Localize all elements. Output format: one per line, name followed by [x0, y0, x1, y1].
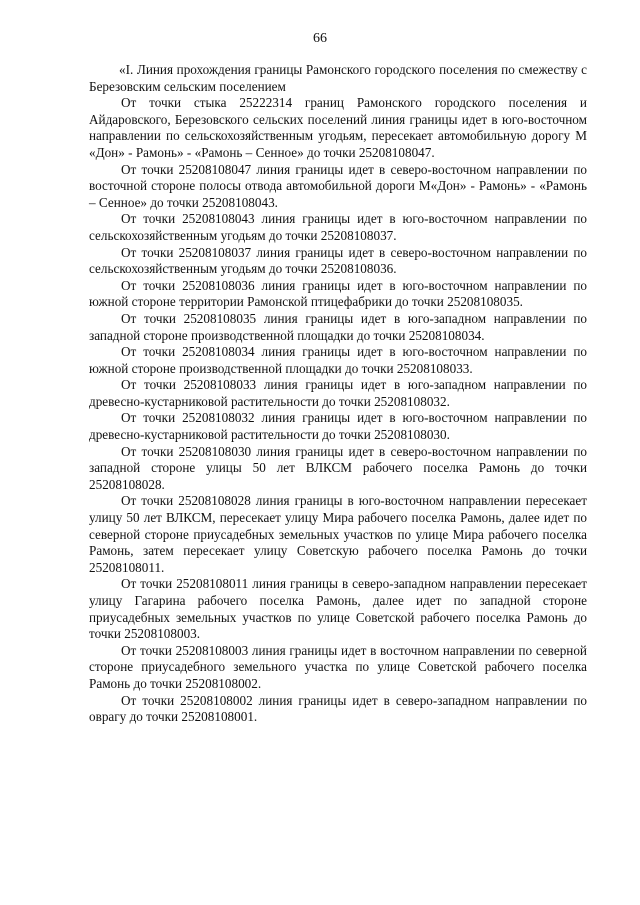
paragraph: От точки 25208108034 линия границы идет в юго-восточном направлении по южной стороне производственной площадки до точки 25208108033.: [89, 344, 587, 376]
paragraph: От точки 25208108035 линия границы идет в юго-западном направлении по западной стороне производственной площадки до точки 25208108034.: [89, 310, 587, 343]
paragraph: От точки 25208108036 линия границы идет в юго-восточном направлении по южной стороне территории Рамонской птицефабрики до точки 25208108035.: [89, 277, 587, 310]
paragraph: От точки стыка 25222314 границ Рамонского городского поселения и Айдаровского, Березовского сельских поселений линия границы идет в юго-восточном направлении по сельскохозяйственным угодьям, пересекает автомобильную дорогу М «Дон» - Рамонь» - «Рамонь – Сенное» до точки 25208108047.: [89, 95, 587, 160]
paragraph: От точки 25208108011 линия границы в северо-западном направлении пересекает улицу Гагарина рабочего поселка Рамонь, далее идет по западной стороне приусадебных земельных участков по улице Советской рабочего поселка Рамонь до точки 25208108003.: [89, 576, 587, 642]
paragraph: От точки 25208108002 линия границы идет в северо-западном направлении по оврагу до точки 25208108001.: [89, 692, 587, 725]
section-heading: «I. Линия прохождения границы Рамонского городского поселения по смежеству с Березовским сельским поселением: [89, 62, 587, 94]
paragraph: От точки 25208108032 линия границы идет в юго-восточном направлении по древесно-кустарниковой растительности до точки 25208108030.: [89, 410, 587, 443]
paragraph: От точки 25208108043 линия границы идет в юго-восточном направлении по сельскохозяйственным угодьям до точки 25208108037.: [89, 211, 587, 243]
paragraph: От точки 25208108047 линия границы идет в северо-восточном направлении по восточной стороне полосы отвода автомобильной дороги М«Дон» - Рамонь» - «Рамонь – Сенное» до точки 25208108043.: [89, 161, 587, 210]
paragraph: От точки 25208108037 линия границы идет в северо-восточном направлении по сельскохозяйственным угодьям до точки 25208108036.: [89, 244, 587, 277]
document-body: [89, 62, 587, 726]
paragraph: От точки 25208108033 линия границы идет в юго-западном направлении по древесно-кустарниковой растительности до точки 25208108032.: [89, 377, 587, 409]
paragraph: От точки 25208108028 линия границы в юго-восточном направлении пересекает улицу 50 лет ВЛКСМ, пересекает улицу Мира рабочего поселка Рамонь, далее идет по северной стороне приусадебных земельных участков по улице Мира рабочего поселка Рамонь, затем пересекает улицу Советскую рабочего поселка Рамонь до точки 25208108011.: [89, 493, 587, 575]
paragraph: От точки 25208108003 линия границы идет в восточном направлении по северной стороне приусадебного земельного участка по улице Советской рабочего поселка Рамонь до точки 25208108002.: [89, 642, 587, 691]
paragraph: От точки 25208108030 линия границы идет в северо-восточном направлении по западной стороне улицы 50 лет ВЛКСМ рабочего поселка Рамонь до точки 25208108028.: [89, 443, 587, 492]
page-number: 66: [313, 31, 327, 46]
